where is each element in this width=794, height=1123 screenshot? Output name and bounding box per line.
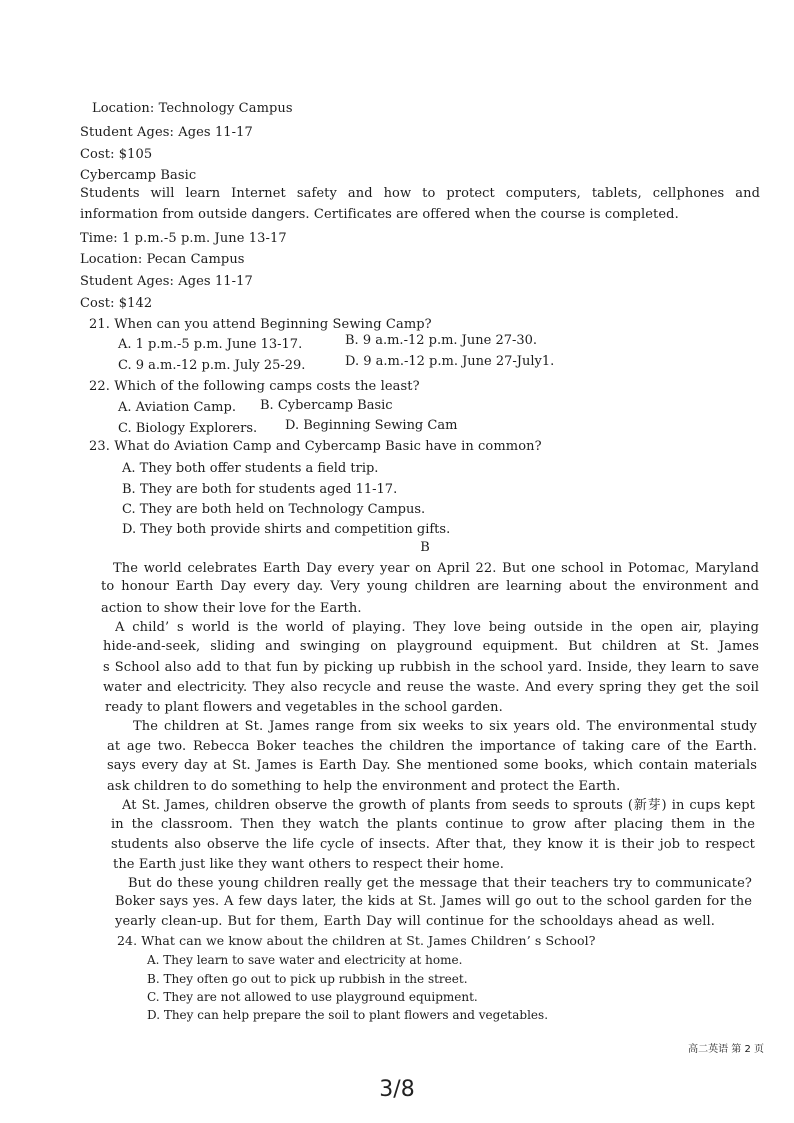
p2-line-4: water and electricity. They also recycle and reuse the waste. And every spring they get the soil (103, 680, 759, 695)
cost-2: Cost: $142 (80, 296, 153, 311)
q24-option-d: D. They can help prepare the soil to plant flowers and vegetables. (147, 1008, 549, 1022)
q22-option-a: A. Aviation Camp. (118, 400, 236, 415)
p3-line-3: says every day at St. James is Earth Day. She mentioned some books, which contain materials (107, 758, 757, 773)
question-24-stem: 24. What can we know about the children at St. James Children’ s School? (117, 933, 596, 948)
p1-line-3: action to show their love for the Earth. (101, 601, 362, 616)
q22-option-b: B. Cybercamp Basic (260, 398, 393, 413)
q24-option-c: C. They are not allowed to use playground equipment. (147, 990, 478, 1004)
q24-option-a: A. They learn to save water and electricity at home. (147, 953, 463, 967)
question-21-stem: 21. When can you attend Beginning Sewing Camp? (89, 317, 432, 332)
cybercamp-desc-line-2: information from outside dangers. Certificates are offered when the course is completed. (80, 207, 679, 222)
p3-line-1: The children at St. James range from six weeks to six years old. The environmental study (133, 719, 757, 734)
p5-line-1: But do these young children really get the message that their teachers try to communicate? (128, 876, 752, 891)
q23-option-d: D. They both provide shirts and competition gifts. (122, 522, 451, 537)
page-footer-label: 高二英语 第 2 页 (688, 1044, 764, 1055)
p5-line-3: yearly clean-up. But for them, Earth Day will continue for the schooldays ahead as well. (115, 914, 715, 929)
q23-option-c: C. They are both held on Technology Campus. (122, 502, 426, 517)
cybercamp-desc-line-1: Students will learn Internet safety and how to protect computers, tablets, cellphones and (80, 186, 760, 201)
cybercamp-time: Time: 1 p.m.-5 p.m. June 13-17 (80, 231, 287, 246)
q23-option-b: B. They are both for students aged 11-17. (122, 482, 398, 497)
section-letter-b: B (420, 540, 430, 555)
p5-line-2: Boker says yes. A few days later, the kids at St. James will go out to the school garden for the (115, 894, 752, 909)
q21-option-a: A. 1 p.m.-5 p.m. June 13-17. (118, 337, 303, 352)
q22-option-c: C. Biology Explorers. (118, 421, 258, 436)
p1-line-1: The world celebrates Earth Day every year on April 22. But one school in Potomac, Maryland (113, 561, 759, 576)
student-ages-1: Student Ages: Ages 11-17 (80, 125, 253, 140)
q21-option-c: C. 9 a.m.-12 p.m. July 25-29. (118, 358, 306, 373)
page-indicator: 3/8 (379, 1077, 415, 1102)
q22-option-d: D. Beginning Sewing Cam (285, 418, 458, 433)
p4-line-4: the Earth just like they want others to respect their home. (113, 857, 505, 872)
p2-line-2: hide-and-seek, sliding and swinging on playground equipment. But children at St. James (103, 639, 759, 654)
p1-line-2: to honour Earth Day every day. Very young children are learning about the environment and (101, 579, 759, 594)
p4-line-3: students also observe the life cycle of insects. After that, they know it is their job to respect (111, 837, 755, 852)
question-22-stem: 22. Which of the following camps costs the least? (89, 379, 420, 394)
location-pecan-campus: Location: Pecan Campus (80, 252, 245, 267)
student-ages-2: Student Ages: Ages 11-17 (80, 274, 253, 289)
p2-line-1: A child’ s world is the world of playing. They love being outside in the open air, playing (115, 620, 759, 635)
p3-line-4: ask children to do something to help the environment and protect the Earth. (107, 779, 621, 794)
p4-line-1: At St. James, children observe the growth of plants from seeds to sprouts (新芽) in cups kept (122, 798, 755, 813)
q21-option-d: D. 9 a.m.-12 p.m. June 27-July1. (345, 354, 555, 369)
location-technology-campus: Location: Technology Campus (92, 101, 293, 116)
q21-option-b: B. 9 a.m.-12 p.m. June 27-30. (345, 333, 538, 348)
cost-1: Cost: $105 (80, 147, 153, 162)
p2-line-3: s School also add to that fun by picking up rubbish in the school yard. Inside, they learn to save (103, 660, 759, 675)
p4-line-2: in the classroom. Then they watch the plants continue to grow after placing them in the (111, 817, 755, 832)
question-23-stem: 23. What do Aviation Camp and Cybercamp Basic have in common? (89, 439, 542, 454)
q23-option-a: A. They both offer students a field trip. (122, 461, 379, 476)
cybercamp-basic-title: Cybercamp Basic (80, 168, 197, 183)
p3-line-2: at age two. Rebecca Boker teaches the children the importance of taking care of the Earth. (107, 739, 757, 754)
p2-line-5: ready to plant flowers and vegetables in the school garden. (105, 700, 503, 715)
q24-option-b: B. They often go out to pick up rubbish in the street. (147, 972, 468, 986)
